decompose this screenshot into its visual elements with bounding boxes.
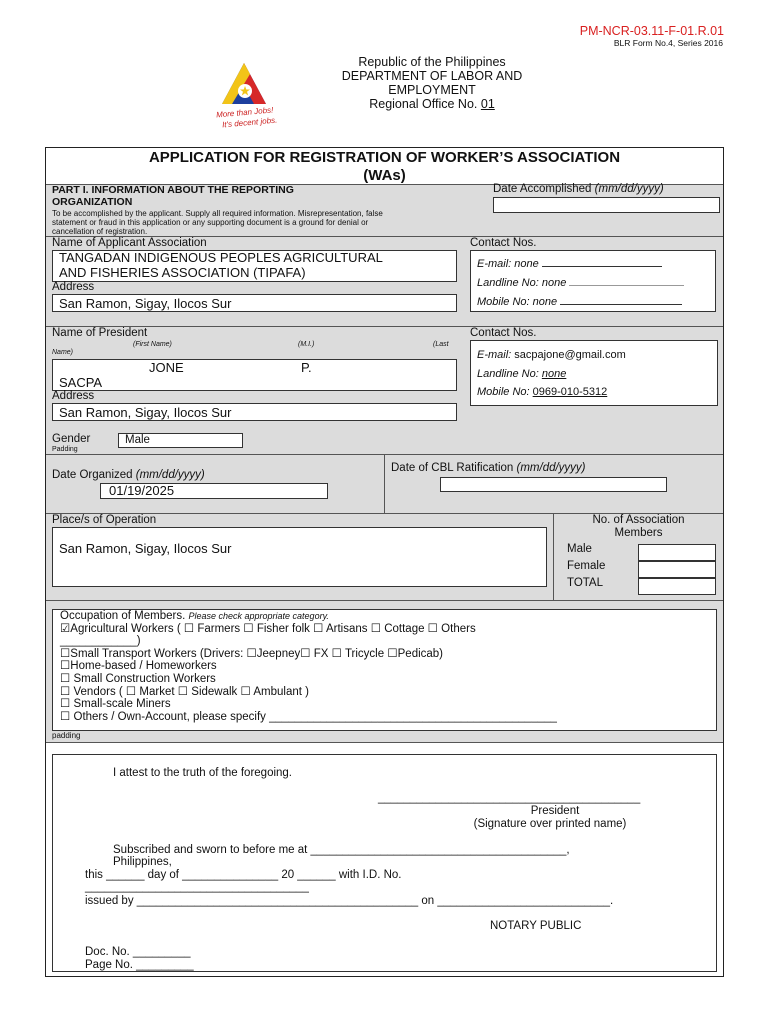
mi-label: (M.I.) xyxy=(298,341,315,348)
female-label: Female xyxy=(567,560,606,572)
total-label: TOTAL xyxy=(567,577,603,589)
cbl-ratification-format: (mm/dd/yyyy) xyxy=(516,462,586,474)
occupation-padding-label: padding xyxy=(52,731,81,740)
association-contact-box xyxy=(470,250,716,312)
cbl-ratification-label-text: Date of CBL Ratification xyxy=(391,462,514,474)
regional-office-label: Regional Office No. xyxy=(369,97,478,111)
date-accomplished-input[interactable] xyxy=(493,197,720,213)
president-email-value[interactable]: sacpajone@gmail.com xyxy=(514,349,626,361)
sworn-country: Philippines, xyxy=(113,856,172,868)
association-landline-row xyxy=(477,274,709,293)
occupation-agricultural-checkbox[interactable]: ☑Agricultural Workers ( ☐ Farmers ☐ Fisher folk ☐ Artisans ☐ Cottage ☐ Others xyxy=(60,622,476,635)
form-series: BLR Form No.4, Series 2016 xyxy=(613,38,723,48)
occupation-box xyxy=(52,609,717,731)
president-mobile-row xyxy=(477,383,711,402)
president-landline-label: Landline No: xyxy=(477,367,539,380)
date-organized-input[interactable]: 01/19/2025 xyxy=(100,483,328,499)
occupation-construction-checkbox[interactable]: ☐ Small Construction Workers xyxy=(60,672,216,685)
part1-heading-line-2: ORGANIZATION xyxy=(52,196,133,208)
occupation-others-blank: ____________) xyxy=(60,635,141,648)
occupation-heading xyxy=(60,610,709,623)
male-count-input[interactable] xyxy=(638,544,716,561)
divider xyxy=(46,326,723,327)
logo-tagline-1: More than Jobs! xyxy=(215,105,274,120)
issued-by-line: issued by ____________________________________________ on ___________________________. xyxy=(85,895,614,907)
signature-caption: (Signature over printed name) xyxy=(473,818,627,830)
president-last-name: SACPA xyxy=(59,375,103,390)
agency-line-3: EMPLOYMENT xyxy=(388,83,476,97)
president-first-name: JONE xyxy=(149,360,184,375)
first-name-label: (First Name) xyxy=(133,341,172,348)
part1-heading xyxy=(52,184,472,208)
date-accomplished-label-text: Date Accomplished xyxy=(493,183,592,195)
occupation-vendors-checkbox[interactable]: ☐ Vendors ( ☐ Market ☐ Sidewalk ☐ Ambulant ) xyxy=(60,685,309,698)
form-code: PM-NCR-03.11-F-01.R.01 xyxy=(579,24,724,38)
divider xyxy=(46,742,723,743)
blank-line xyxy=(542,266,662,267)
members-heading-line-2: Members xyxy=(614,526,663,539)
occupation-heading-text: Occupation of Members. xyxy=(60,610,186,622)
date-organized-label-text: Date Organized xyxy=(52,469,133,481)
association-address-input[interactable]: San Ramon, Sigay, Ilocos Sur xyxy=(52,294,457,312)
president-name-input[interactable] xyxy=(52,359,457,391)
president-address-input[interactable]: San Ramon, Sigay, Ilocos Sur xyxy=(52,403,457,421)
instructions-line-3: cancellation of registration. xyxy=(52,227,148,236)
president-caption: President xyxy=(530,805,580,817)
sworn-date-line: this ______ day of _______________ 20 ______ with I.D. No. xyxy=(85,869,402,881)
attest-statement: I attest to the truth of the foregoing. xyxy=(113,767,293,779)
occupation-miners-checkbox[interactable]: ☐ Small-scale Miners xyxy=(60,698,171,711)
signature-line[interactable]: _________________________________________ xyxy=(378,792,641,804)
president-landline-value[interactable]: none xyxy=(541,367,567,380)
total-count-input[interactable] xyxy=(638,578,716,595)
agency-block xyxy=(300,55,564,111)
members-heading-line-1: No. of Association xyxy=(592,514,685,526)
association-contact-label: Contact Nos. xyxy=(470,237,537,249)
president-mi: P. xyxy=(301,360,312,375)
cbl-ratification-input[interactable] xyxy=(440,477,667,492)
page-number-line: Page No. _________ xyxy=(85,959,194,971)
occupation-heading-note: Please check appropriate category. xyxy=(188,611,329,621)
part1-heading-line-1: PART I. INFORMATION ABOUT THE REPORTING xyxy=(52,184,294,196)
association-name-line-1: TANGADAN INDIGENOUS PEOPLES AGRICULTURAL xyxy=(59,250,383,265)
occupation-transport-checkbox[interactable]: ☐Small Transport Workers (Drivers: ☐Jeepney☐ FX ☐ Tricycle ☐Pedicab) xyxy=(60,647,444,660)
occupation-homebased-checkbox[interactable]: ☐Home-based / Homeworkers xyxy=(60,660,217,673)
gender-padding-label: Padding xyxy=(52,446,78,453)
president-mobile-value[interactable]: 0969-010-5312 xyxy=(532,386,608,398)
occupation-others-checkbox[interactable]: ☐ Others / Own-Account, please specify _____________________________________________ xyxy=(60,710,557,723)
association-mobile-label: Mobile No: xyxy=(477,296,530,308)
date-accomplished-format: (mm/dd/yyyy) xyxy=(594,183,664,195)
gender-label: Gender xyxy=(52,433,91,445)
association-landline-label: Landline No: xyxy=(477,277,539,289)
date-organized-label xyxy=(52,469,205,481)
date-accomplished-label xyxy=(493,183,664,195)
regional-office-number: 01 xyxy=(480,97,495,111)
sworn-line: Subscribed and sworn to before me at ________________________________________, xyxy=(113,844,570,856)
place-of-operation-label: Place/s of Operation xyxy=(52,514,157,526)
association-email-row xyxy=(477,255,709,274)
logo-tagline-2: It's decent jobs. xyxy=(221,115,278,130)
notary-public-label: NOTARY PUBLIC xyxy=(490,920,582,932)
last-name-label-1: (Last xyxy=(433,341,449,348)
association-name-line-2: AND FISHERIES ASSOCIATION (TIPAFA) xyxy=(59,264,306,280)
association-name-input[interactable] xyxy=(52,250,457,282)
president-contact-label: Contact Nos. xyxy=(470,327,537,339)
instructions-line-2: statement or fraud in this application or any supporting document is a ground for denial or xyxy=(52,218,369,227)
president-email-label: E-mail: xyxy=(477,349,512,361)
president-contact-box xyxy=(470,340,718,406)
president-name-label: Name of President xyxy=(52,327,148,339)
cbl-ratification-label xyxy=(391,462,586,474)
form-title xyxy=(46,149,723,185)
divider xyxy=(46,600,723,601)
form-title-line-2: (WAs) xyxy=(363,167,406,184)
form-title-line-1: APPLICATION FOR REGISTRATION OF WORKER’S ASSOCIATION xyxy=(148,149,621,166)
association-name-label: Name of Applicant Association xyxy=(52,237,207,249)
gender-input[interactable]: Male xyxy=(118,433,243,448)
president-email-row xyxy=(477,346,711,365)
association-address-label: Address xyxy=(52,281,95,293)
place-of-operation-input[interactable]: San Ramon, Sigay, Ilocos Sur xyxy=(52,527,547,587)
blank-line xyxy=(560,304,682,305)
association-email-value[interactable]: none xyxy=(514,258,539,270)
president-address-label: Address xyxy=(52,390,95,402)
instructions-line-1: To be accomplished by the applicant. Supply all required information. Misrepresentation, false xyxy=(52,209,383,218)
female-count-input[interactable] xyxy=(638,561,716,578)
id-number-blank[interactable]: ___________________________________ xyxy=(85,881,309,893)
president-mobile-label: Mobile No: xyxy=(477,386,530,398)
association-email-label: E-mail: xyxy=(477,258,512,270)
blank-line xyxy=(569,285,684,286)
agency-line-4 xyxy=(300,97,564,111)
association-mobile-value[interactable]: none xyxy=(532,296,558,308)
agency-line-1: Republic of the Philippines xyxy=(358,55,506,69)
agency-line-2: DEPARTMENT OF LABOR AND xyxy=(341,69,523,83)
doc-number-line: Doc. No. _________ xyxy=(85,946,191,958)
members-heading xyxy=(560,514,717,539)
divider xyxy=(384,454,385,513)
dole-logo xyxy=(216,58,296,132)
president-landline-row xyxy=(477,365,711,384)
male-label: Male xyxy=(567,543,592,555)
last-name-label-2: Name) xyxy=(52,349,74,356)
date-organized-format: (mm/dd/yyyy) xyxy=(135,469,205,481)
association-mobile-row xyxy=(477,293,709,312)
association-landline-value[interactable]: none xyxy=(541,277,567,289)
divider xyxy=(553,513,554,600)
part1-instructions xyxy=(52,209,492,236)
